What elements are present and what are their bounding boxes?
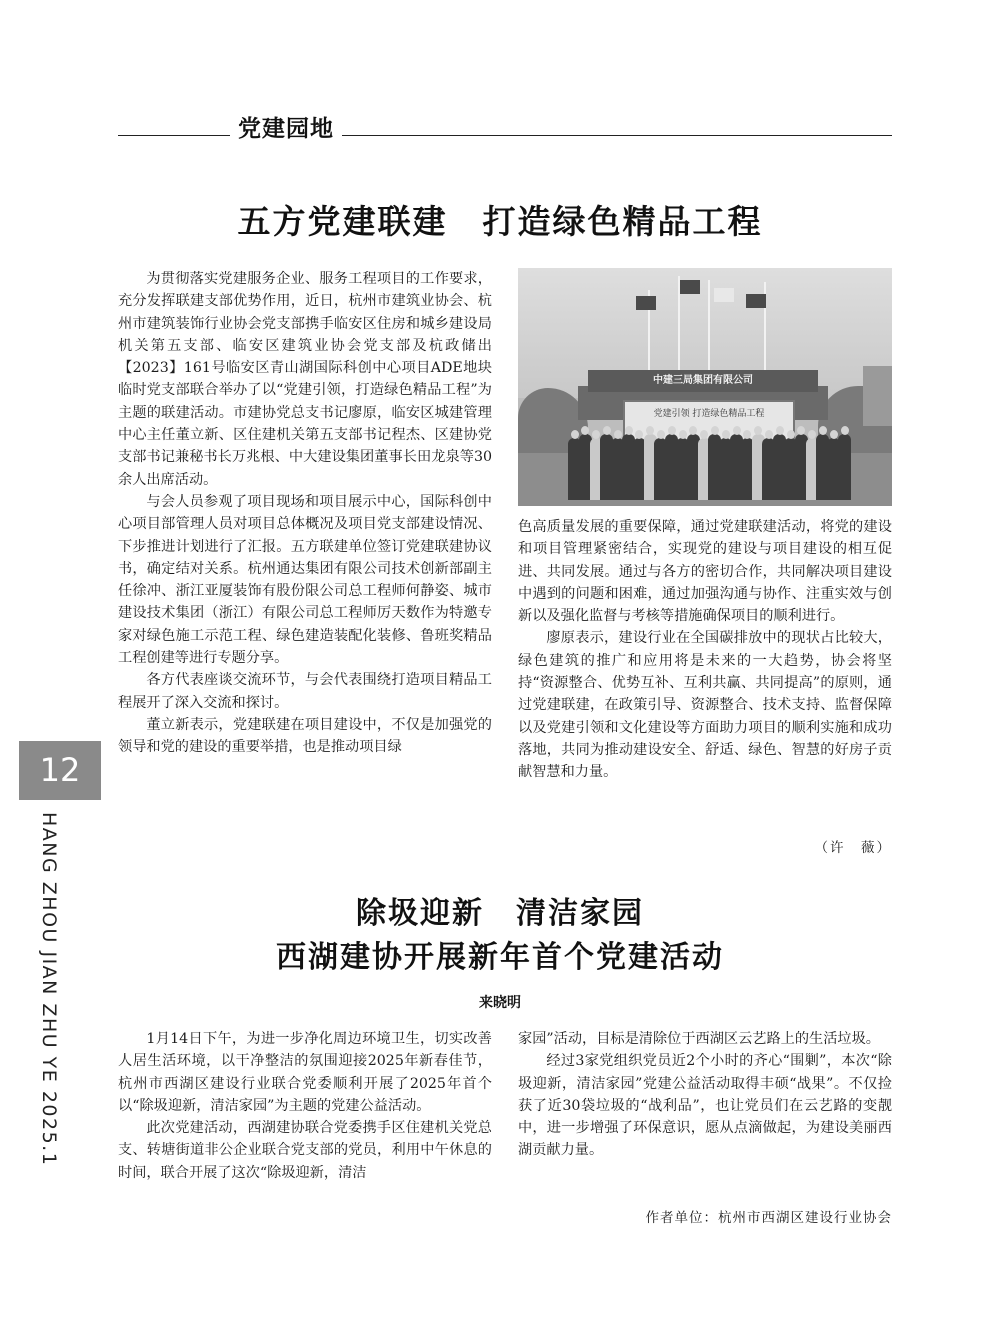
flag — [714, 288, 734, 302]
person-head — [841, 426, 849, 435]
paragraph: 为贯彻落实党建服务企业、服务工程项目的工作要求，充分发挥联建支部优势作用，近日，杭州市建筑业协会、杭州市建筑装饰行业协会党支部携手临安区住房和城乡建设局机关第五支部、临安区建筑业协会党支部及杭政储出【2023】161号临安区青山湖国际科创中心项目ADE地块临时党支部联合举办了以“党建引领，打造绿色精品工程”为主题的联建活动。市建协党总支书记廖原，临安区城建管理中心主任董立新、区住建机关第五支部书记程杰、区建协党支部书记兼秘书长万兆根、中大建设集团董事长田龙泉等30余人出席活动。 — [118, 271, 492, 488]
person-head — [830, 430, 838, 439]
event-board-text: 党建引领 打造绿色精品工程 — [653, 409, 765, 419]
flag — [680, 280, 700, 294]
paragraph: 1月14日下午，为进一步净化周边环境卫生，切实改善人居生活环境，以干净整洁的氛围迎接2025年新春佳节，杭州市西湖区建设行业联合党委顺利开展了2025年首个以“除圾迎新，清洁家园”为主题的党建公益活动。 — [118, 1031, 492, 1114]
person-head — [603, 426, 611, 435]
person-head — [657, 430, 665, 439]
person-head — [571, 430, 579, 439]
paragraph: 廖原表示，建设行业在全国碳排放中的现状占比较大，绿色建筑的推广和应用将是未来的一大趋势，协会将坚持“资源整合、优势互补、互利共赢、共同提高”的原则，通过党建联建，在政策引导、资源整合、技术支持、监督保障以及党建引领和文化建设等方面助力项目的顺利实施和成功落地，共同为推动建设安全、舒适、绿色、智慧的好房子贡献智慧和力量。 — [518, 630, 892, 781]
person-head — [733, 426, 741, 435]
section-label: 党建园地 — [230, 110, 342, 143]
paragraph: 色高质量发展的重要保障，通过党建联建活动，将党的建设和项目管理紧密结合，实现党的建设与项目建设的相互促进、共同发展。通过与各方的密切合作，共同解决项目建设中遇到的问题和困难，通过加强沟通与协作、注重实效与创新以及强化监督与考核等措施确保项目的顺利进行。 — [518, 519, 892, 625]
flag — [746, 294, 766, 308]
article1-signature: （许 薇） — [814, 840, 892, 856]
flag — [636, 296, 656, 310]
article2-author: 来晓明 — [479, 995, 521, 1011]
person-head — [668, 426, 676, 435]
paragraph: 各方代表座谈交流环节，与会代表围绕打造项目精品工程展开了深入交流和探讨。 — [118, 672, 492, 711]
person-head — [819, 426, 827, 435]
article2-credit: 作者单位：杭州市西湖区建设行业协会 — [645, 1210, 892, 1226]
person-head — [776, 426, 784, 435]
paragraph: 经过3家党组织党员近2个小时的齐心“围剿”，本次“除圾迎新，清洁家园”党建公益活动取得丰硕“战果”。不仅捡获了近30袋垃圾的“战利品”，也让党员们在云艺路的变靓中，进一步增强了环保意识，愿从点滴做起，为建设美丽西湖贡献力量。 — [518, 1053, 892, 1159]
article1-title: 五方党建联建 打造绿色精品工程 — [237, 202, 763, 241]
person-head — [787, 430, 795, 439]
journal-name: HANG ZHOU JIAN ZHU YE 2025.1 — [38, 812, 60, 1167]
article2-title-line1: 除圾迎新 清洁家园 — [356, 896, 644, 931]
article2-title-line2: 西湖建协开展新年首个党建活动 — [276, 940, 724, 975]
flagpole — [708, 280, 710, 380]
group-photo — [518, 268, 892, 506]
paragraph: 家园”活动，目标是清除位于西湖区云艺路上的生活垃圾。 — [518, 1031, 880, 1047]
article1-column-left — [118, 268, 492, 759]
person-head — [722, 430, 730, 439]
building — [863, 366, 892, 426]
paragraph: 此次党建活动，西湖建协联合党委携手区住建机关党总支、转塘街道非公企业联合党支部的党员，利用中午休息的时间，联合开展了这次“除圾迎新，清洁 — [118, 1120, 492, 1181]
person-head — [711, 426, 719, 435]
page-number-tab: 12 — [19, 741, 101, 800]
paragraph: 与会人员参观了项目现场和项目展示中心，国际科创中心项目部管理人员对项目总体概况及项目党支部建设情况、下步推进计划进行了汇报。五方联建单位签订党建联建协议书，确定结对关系。杭州通达集团有限公司技术创新部副主任徐冲、浙江亚厦装饰有股份限公司总工程师何静姿、城市建设技术集团（浙江）有限公司总工程师厉天数作为特邀专家对绿色施工示范工程、绿色建造装配化装修、鲁班奖精品工程创建等进行专题分享。 — [118, 493, 492, 667]
article2-column-left — [118, 1028, 492, 1184]
person-head — [765, 430, 773, 439]
article2-column-right — [518, 1028, 892, 1162]
person-head — [614, 430, 622, 439]
person-figure — [838, 434, 851, 500]
article1-column-right — [518, 516, 892, 784]
person-head — [625, 426, 633, 435]
person-head — [679, 430, 687, 439]
paragraph: 董立新表示，党建联建在项目建设中，不仅是加强党的领导和党的建设的重要举措，也是推动项目绿 — [118, 716, 492, 756]
building-sign: 中建三局集团有限公司 — [653, 375, 753, 386]
